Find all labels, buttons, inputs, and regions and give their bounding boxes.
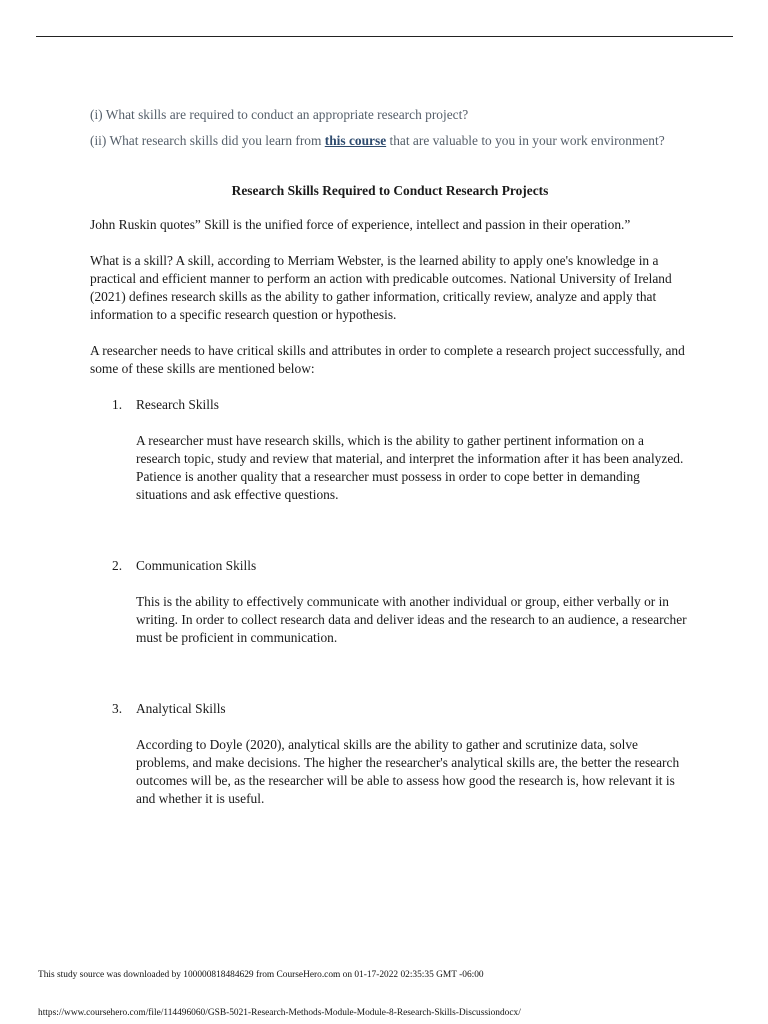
list-number: 1. [112,397,123,412]
list-number: 2. [112,558,123,573]
section-heading: Research Skills Required to Conduct Research Projects [231,183,549,198]
document-body [90,106,690,808]
skill-definition-paragraph: What is a skill? A skill, according to Merriam Webster, is the learned ability to apply one's knowledge in a practical and efficient manner to perform an action with predicable outcomes. National University of Ireland (2021) defines research skills as the ability to gather information, critically review, analyze and apply that information to a specific research question or hypothesis. [90,253,672,322]
this-course-link[interactable]: this course [324,133,387,148]
question-1: (i) What skills are required to conduct an appropriate research project? [90,107,469,122]
source-url[interactable]: https://www.coursehero.com/file/114496060/GSB-5021-Research-Methods-Module-Module-8-Research-Skills-Discussiondocx/ [38,1008,521,1018]
list-item [90,557,690,647]
list-number: 3. [112,701,123,716]
top-divider [36,36,733,37]
question-2 [90,132,690,150]
skill-description: A researcher must have research skills, which is the ability to gather pertinent information on a research topic, study and review that material, and interpret the information after it has been analyzed. Patience is another quality that a researcher must possess in order to cope better in demanding situations and ask effective questions. [136,433,684,502]
list-item [90,700,690,808]
ruskin-quote-paragraph: John Ruskin quotes” Skill is the unified force of experience, intellect and passion in their operation.” [90,217,631,232]
skill-description: According to Doyle (2020), analytical skills are the ability to gather and scrutinize data, solve problems, and make decisions. The higher the researcher's analytical skills are, the better the research outcomes will be, as the researcher will be able to assess how good the research is, how relevant it is and whether it is useful. [136,737,680,806]
skill-title: Research Skills [136,397,219,412]
question-2-lead: (ii) What research skills did you learn from [90,133,325,148]
skill-description: This is the ability to effectively communicate with another individual or group, either verbally or in writing. In order to collect research data and deliver ideas and the research to an audience, a researcher must be proficient in communication. [136,594,687,645]
question-2-tail: that are valuable to you in your work environment? [386,133,665,148]
skills-list [90,396,690,808]
intro-paragraph: A researcher needs to have critical skills and attributes in order to complete a research project successfully, and some of these skills are mentioned below: [90,343,685,376]
download-notice: This study source was downloaded by 100000818484629 from CourseHero.com on 01-17-2022 02:35:35 GMT -06:00 [38,970,484,980]
list-item [90,396,690,504]
skill-title: Communication Skills [136,558,257,573]
skill-title: Analytical Skills [136,701,226,716]
